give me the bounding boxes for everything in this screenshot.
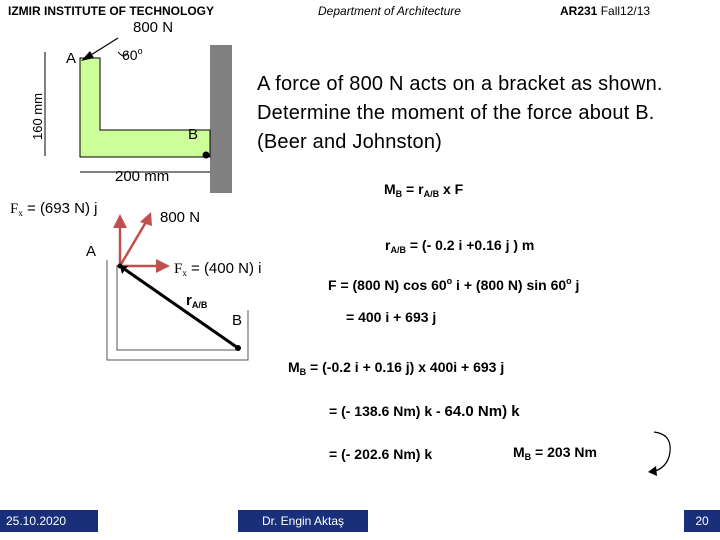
institute-name: IZMIR INSTITUTE OF TECHNOLOGY (8, 4, 214, 18)
clockwise-moment-icon (640, 426, 690, 486)
fx-prefix: F (174, 261, 183, 277)
result-tail: = 203 Nm (531, 444, 597, 460)
step1: = (- 138.6 Nm) k - (329, 403, 445, 419)
rab-r: r (385, 237, 391, 253)
fx-sub: x (182, 268, 187, 278)
f-line1-sup2: o (566, 276, 572, 286)
fig1-force-label: 800 N (133, 19, 174, 36)
footer-page-number: 20 (684, 510, 720, 532)
step1b: 64.0 Nm) k (444, 403, 520, 420)
position-vector-eq (385, 237, 534, 255)
force-vector-eq (328, 276, 579, 293)
fx-suffix: = (400 N) i (186, 260, 262, 277)
moment-step-1 (329, 403, 520, 420)
force-components-eq: = 400 i + 693 j (346, 309, 437, 325)
resultant-arrow-line (120, 222, 146, 266)
footer-date: 25.10.2020 (0, 510, 98, 532)
fx-label (174, 260, 261, 278)
mb-def-eq: = r (402, 181, 424, 197)
moment-calculation (288, 359, 504, 377)
mb-def-tail: x F (439, 181, 464, 197)
wall-support (210, 45, 232, 193)
fx-arrowhead (156, 259, 170, 273)
r-ab-line (120, 266, 238, 348)
result-sub: B (524, 452, 532, 462)
fig2-point-a: A (86, 243, 97, 260)
components-figure (0, 200, 300, 370)
moment-result (513, 444, 597, 462)
f-line1-sup: o (446, 276, 453, 286)
mb-def-sub2: A/B (423, 189, 440, 199)
rab-tail: = (- 0.2 i +0.16 j ) m (405, 237, 535, 253)
fig1-angle-label (122, 46, 143, 63)
result-m: M (513, 444, 525, 460)
course-info (560, 4, 650, 18)
fig1-point-a: A (66, 50, 77, 67)
fig2-point-b: B (232, 312, 243, 329)
fy-prefix: F (10, 201, 19, 217)
fig2-point-b-marker (235, 345, 241, 351)
moment-arrowhead (648, 466, 657, 476)
f-line1: F = (800 N) cos 60 (328, 277, 447, 293)
r-sub: A/B (191, 300, 208, 310)
fig1-point-b: B (188, 126, 199, 143)
angle-unit: o (137, 46, 143, 56)
course-term: Fall12/13 (597, 4, 651, 18)
moment-definition (384, 181, 463, 199)
r-label: r (186, 292, 192, 309)
angle-value: 60 (122, 47, 138, 63)
f-line1-tail: j (571, 277, 580, 293)
point-b-marker (203, 152, 210, 159)
problem-statement: A force of 800 N acts on a bracket as shown. Determine the moment of the force about B. (Beer and Johnston) (257, 73, 663, 153)
fy-arrowhead (113, 214, 127, 228)
moment-step-2: = (- 202.6 Nm) k (329, 446, 433, 462)
resultant-arrowhead (140, 212, 152, 226)
fig2-point-a-marker (118, 264, 123, 269)
fy-label (10, 200, 97, 218)
height-dimension-label: 160 mm (30, 93, 45, 140)
f-line1-mid: i + (800 N) sin 60 (452, 277, 567, 293)
fig2-force-label: 800 N (160, 209, 201, 226)
moment-arc (652, 432, 670, 472)
fy-sub: x (18, 208, 23, 218)
fy-suffix: = (693 N) j (22, 200, 98, 217)
mb-def-m: M (384, 181, 396, 197)
mb-def-sub: B (395, 189, 403, 199)
mb-calc-tail: = (-0.2 i + 0.16 j) x 400i + 693 j (306, 359, 505, 375)
mb-calc-m: M (288, 359, 300, 375)
footer-author: Dr. Engin Aktaş (238, 510, 368, 532)
mb-calc-sub: B (299, 367, 307, 377)
rab-sub: A/B (390, 245, 406, 255)
course-code: AR231 (560, 4, 598, 18)
department-name: Department of Architecture (318, 4, 461, 18)
width-dimension-label: 200 mm (115, 168, 170, 185)
r-ab-label (186, 292, 207, 310)
